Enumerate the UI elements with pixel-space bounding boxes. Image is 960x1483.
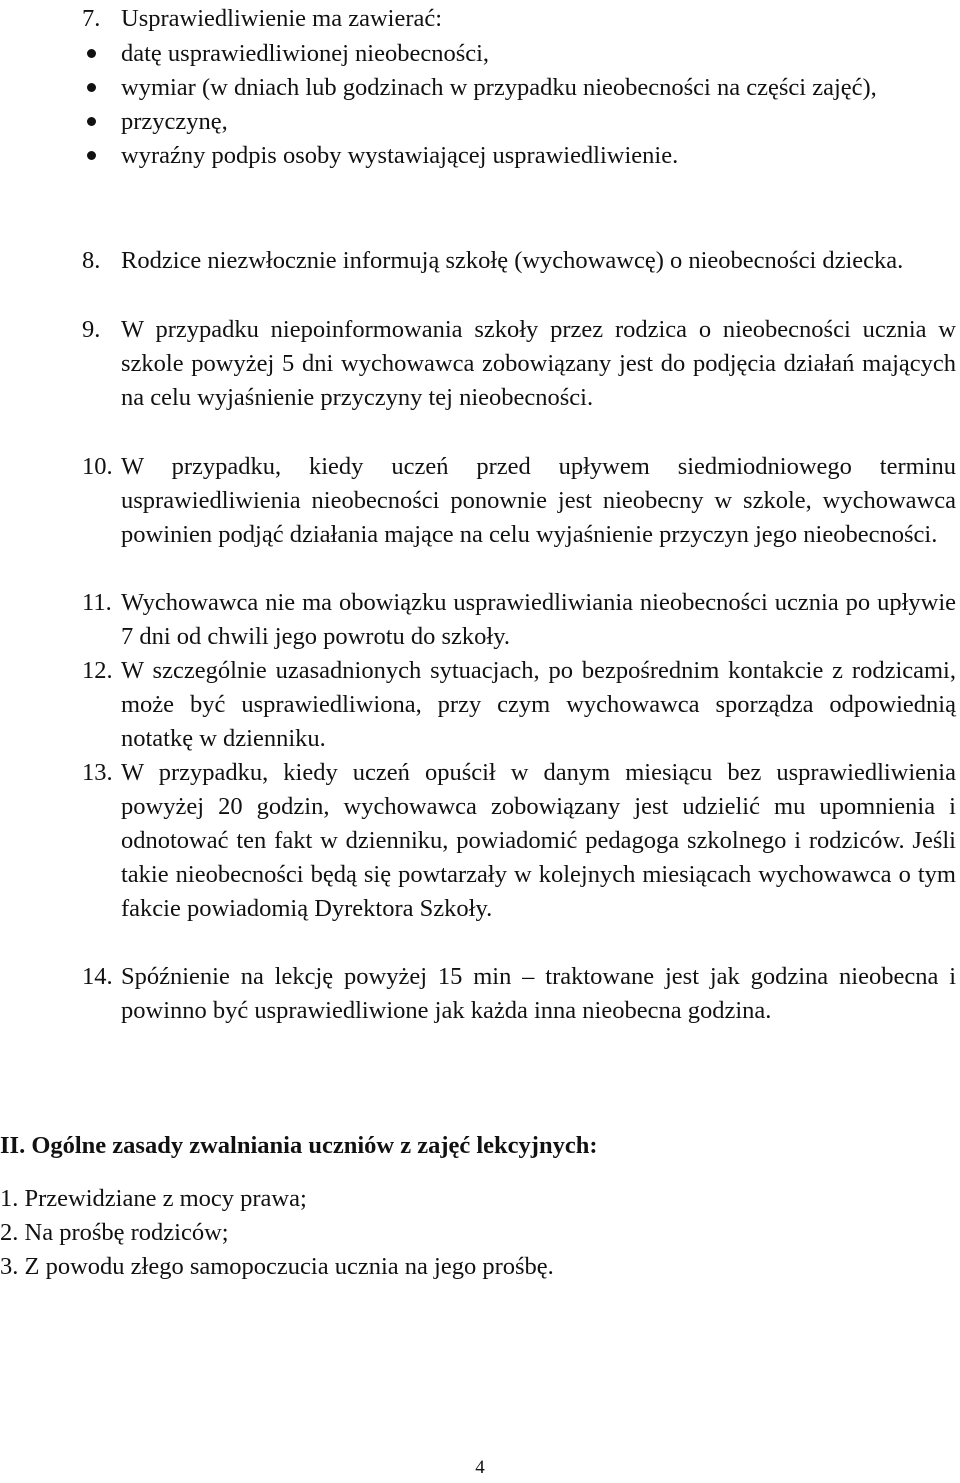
section-list <box>0 1182 940 1284</box>
list-item-10 <box>82 450 956 552</box>
item-number: 9. <box>82 316 101 343</box>
list-item-13 <box>82 756 956 926</box>
item-text: W przypadku, kiedy uczeń przed upływem siedmiodniowego terminu usprawiedliwienia nieobecności ponownie jest nieobecny w szkole, wychowawca powinien podjąć działania mające na celu wyjaśnienie przyczyn jego nieobecności. <box>121 453 956 548</box>
bullet-item: datę usprawiedliwionej nieobecności, <box>82 37 956 71</box>
list-item-14 <box>82 960 956 1028</box>
list-item-8 <box>82 244 956 278</box>
item-number: 13. <box>82 759 113 786</box>
item-text: W przypadku niepoinformowania szkoły przez rodzica o nieobecności ucznia w szkole powyżej 5 dni wychowawca zobowiązany jest do podjęcia działań mających na celu wyjaśnienie przyczyny tej nieobecności. <box>121 316 956 411</box>
item-number: 12. <box>82 657 113 684</box>
list-item-11 <box>82 586 956 654</box>
list-item-7 <box>82 2 956 36</box>
bullet-item: wyraźny podpis osoby wystawiającej usprawiedliwienie. <box>82 139 956 173</box>
bullet-item: przyczynę, <box>82 105 956 139</box>
page-number: 4 <box>475 1457 485 1478</box>
bullet-icon <box>87 49 96 58</box>
item-number: 7. <box>82 5 101 32</box>
section-heading: II. Ogólne zasady zwalniania uczniów z zajęć lekcyjnych: <box>0 1132 598 1159</box>
list-item-12 <box>82 654 956 756</box>
item-number: 10. <box>82 453 113 480</box>
item-number: 14. <box>82 963 113 990</box>
item-text: Usprawiedliwienie ma zawierać: <box>121 5 443 32</box>
item-number: 8. <box>82 247 101 274</box>
item-text: Wychowawca nie ma obowiązku usprawiedliwiania nieobecności ucznia po upływie 7 dni od chwili jego powrotu do szkoły. <box>121 589 956 650</box>
section-list-item: 3. Z powodu złego samopoczucia ucznia na jego prośbę. <box>0 1253 554 1280</box>
item-text: Rodzice niezwłocznie informują szkołę (wychowawcę) o nieobecności dziecka. <box>121 247 904 274</box>
list-item-9 <box>82 313 956 415</box>
bullet-list <box>82 37 956 173</box>
item-number: 11. <box>82 589 112 616</box>
bullet-icon <box>87 117 96 126</box>
section-list-item: 2. Na prośbę rodziców; <box>0 1219 229 1246</box>
item-text: W przypadku, kiedy uczeń opuścił w danym miesiącu bez usprawiedliwienia powyżej 20 godzin, wychowawca zobowiązany jest udzielić mu upomnienia i odnotować ten fakt w dzienniku, powiadomić pedagoga szkolnego i rodziców. Jeśli takie nieobecności będą się powtarzały w kolejnych miesiącach wychowawca o tym fakcie powiadomią Dyrektora Szkoły. <box>121 759 956 922</box>
item-text: Spóźnienie na lekcję powyżej 15 min – traktowane jest jak godzina nieobecna i powinno być usprawiedliwione jak każda inna nieobecna godzina. <box>121 963 956 1024</box>
bullet-icon <box>87 151 96 160</box>
section-list-item: 1. Przewidziane z mocy prawa; <box>0 1185 307 1212</box>
bullet-item: wymiar (w dniach lub godzinach w przypadku nieobecności na części zajęć), <box>82 71 956 105</box>
item-text: W szczególnie uzasadnionych sytuacjach, po bezpośrednim kontakcie z rodzicami, może być usprawiedliwiona, przy czym wychowawca sporządza odpowiednią notatkę w dzienniku. <box>121 657 956 752</box>
bullet-icon <box>87 83 96 92</box>
